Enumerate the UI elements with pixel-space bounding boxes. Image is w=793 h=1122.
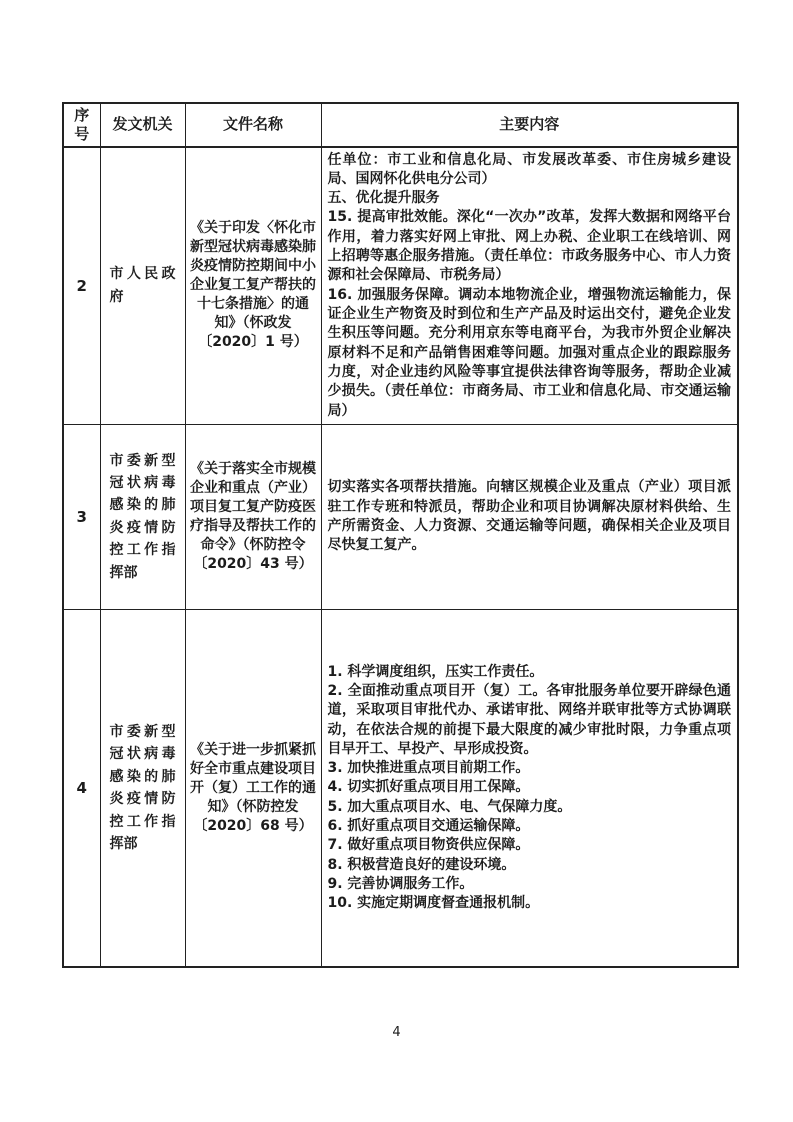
row-main-content (321, 147, 738, 425)
content-paragraph: 5. 加大重点项目水、电、气保障力度。 (327, 798, 572, 815)
header-index (63, 103, 100, 147)
content-paragraph: 7. 做好重点项目物资供应保障。 (327, 837, 530, 854)
header-agency: 发文机关 (100, 103, 185, 147)
row-document-title: 《关于进一步抓紧抓好全市重点建设项目开（复）工工作的通知》（怀防控发〔2020〕68 号） (185, 609, 321, 967)
content-paragraph: 4. 切实抓好重点项目用工保障。 (327, 779, 530, 796)
header-index-label: 序号 (74, 106, 90, 143)
table-header-row (63, 103, 738, 147)
header-content: 主要内容 (321, 103, 738, 147)
row-main-content (321, 609, 738, 967)
content-paragraph: 6. 抓好重点项目交通运输保障。 (327, 818, 530, 835)
row-agency: 市委新型冠状病毒感染的肺炎疫情防控工作指挥部 (100, 424, 185, 609)
header-title: 文件名称 (185, 103, 321, 147)
content-paragraph: 任单位：市工业和信息化局、市发展改革委、市住房城乡建设局、国网怀化供电分公司） (327, 151, 731, 187)
document-table (62, 102, 739, 968)
row-agency: 市人民政府 (100, 147, 185, 425)
table-row (63, 424, 738, 609)
content-paragraph: 10. 实施定期调度督查通报机制。 (327, 895, 540, 912)
row-index: 2 (63, 147, 100, 425)
row-agency: 市委新型冠状病毒感染的肺炎疫情防控工作指挥部 (100, 609, 185, 967)
page-number: 4 (392, 1025, 401, 1040)
row-document-title: 《关于落实全市规模企业和重点（产业）项目复工复产防疫医疗指导及帮扶工作的命令》（怀防控令〔2020〕43 号） (185, 424, 321, 609)
table-row (63, 609, 738, 967)
content-paragraph: 切实落实各项帮扶措施。向辖区规模企业及重点（产业）项目派驻工作专班和特派员，帮助企业和项目协调解决原材料供给、生产所需资金、人力资源、交通运输等问题，确保相关企业及项目尽快复工复产。 (327, 479, 731, 554)
content-paragraph: 9. 完善协调服务工作。 (327, 876, 474, 893)
row-index: 4 (63, 609, 100, 967)
content-paragraph: 1. 科学调度组织，压实工作责任。 (327, 663, 544, 680)
content-paragraph: 15. 提高审批效能。深化“一次办”改革，发挥大数据和网络平台作用，着力落实好网上审批、网上办税、企业职工在线培训、网上招聘等惠企服务措施。（责任单位：市政务服务中心、市人力资源和社会保障局、市税务局） (327, 209, 731, 284)
row-document-title: 《关于印发〈怀化市新型冠状病毒感染肺炎疫情防控期间中小企业复工复产帮扶的十七条措施〉的通知》（怀政发〔2020〕1 号） (185, 147, 321, 425)
row-index: 3 (63, 424, 100, 609)
content-paragraph: 2. 全面推动重点项目开（复）工。各审批服务单位要开辟绿色通道，采取项目审批代办、承诺审批、网络并联审批等方式协调联动，在依法合规的前提下最大限度的减少审批时限，力争重点项目早开工、早投产、早形成投资。 (327, 682, 731, 757)
table-row (63, 147, 738, 425)
content-paragraph: 3. 加快推进重点项目前期工作。 (327, 760, 530, 777)
content-paragraph: 16. 加强服务保障。调动本地物流企业，增强物流运输能力，保证企业生产物资及时到位和生产产品及时运出交付，避免企业发生积压等问题。充分利用京东等电商平台，为我市外贸企业解决原材料不足和产品销售困难等问题。加强对重点企业的跟踪服务力度，对企业违约风险等事宜提供法律咨询等服务，帮助企业减少损失。（责任单位：市商务局、市工业和信息化局、市交通运输局） (327, 286, 731, 419)
content-paragraph: 8. 积极营造良好的建设环境。 (327, 856, 516, 873)
row-main-content (321, 424, 738, 609)
content-paragraph: 五、优化提升服务 (327, 190, 440, 207)
